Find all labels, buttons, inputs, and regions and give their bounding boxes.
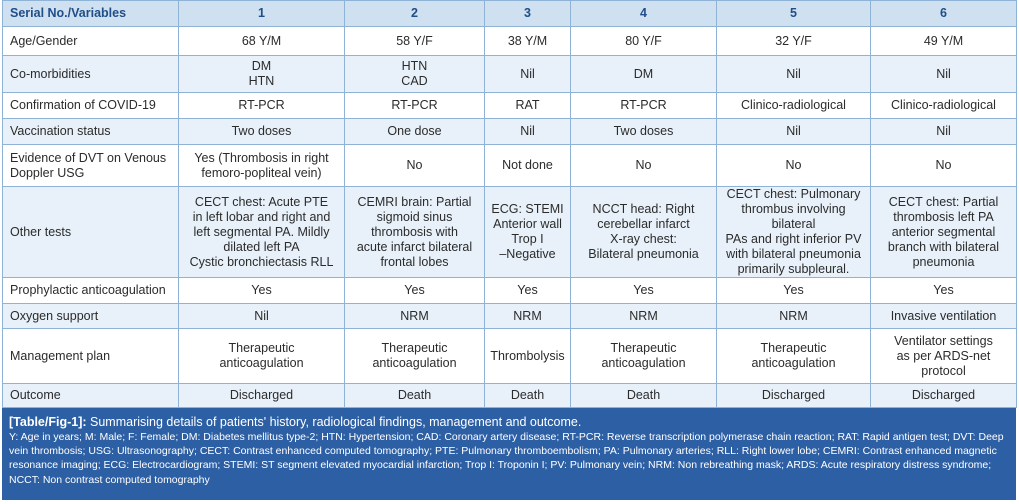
table-cell: Two doses (571, 119, 717, 145)
table-cell: Yes (717, 278, 871, 304)
table-cell: Nil (485, 56, 571, 93)
table-cell: Clinico-radiological (717, 93, 871, 119)
header-patient-1: 1 (179, 1, 345, 27)
table-cell: No (717, 145, 871, 187)
table-cell: Clinico-radiological (871, 93, 1017, 119)
table-cell: CEMRI brain: Partial sigmoid sinus thrombosis with acute infarct bilateral frontal lobes (345, 187, 485, 278)
table-cell: Nil (871, 119, 1017, 145)
header-patient-4: 4 (571, 1, 717, 27)
table-cell: 38 Y/M (485, 27, 571, 56)
caption-abbreviations: Y: Age in years; M: Male; F: Female; DM: Diabetes mellitus type-2; HTN: Hypertension; CAD: Coronary artery disease; RT-PCR: Reverse transcription polymerase chain reaction; RAT: Rapid antigen test; DVT: Deep vein thrombosis; USG: Ultrasonography; CECT: Contrast enhanced computed tomography; PTE: Pulmonary thromboembolism; PA: Pulmonary arteries; RLL: Right lower lobe; CEMRI: Contrast enhanced magnetic resonance imaging; ECG: Electrocardiogram; STEMI: ST segment elevated myocardial infarction; Trop I: Troponin I; PV: Pulmonary vein; NRM: Non rebreathing mask; ARDS: Acute respiratory distress syndrome; NCCT: Non contrast computed tomography (9, 431, 1004, 486)
table-caption (2, 408, 1016, 500)
table-cell: HTN CAD (345, 56, 485, 93)
table-cell: RT-PCR (571, 93, 717, 119)
table-cell: Yes (Thrombosis in right femoro-popliteal vein) (179, 145, 345, 187)
patient-details-table (2, 0, 1017, 408)
table-row (3, 329, 1017, 384)
header-patient-3: 3 (485, 1, 571, 27)
row-label: Vaccination status (3, 119, 179, 145)
header-variables: Serial No./Variables (3, 1, 179, 27)
header-patient-2: 2 (345, 1, 485, 27)
caption-text: Summarising details of patients' history, radiological findings, management and outcome. (86, 415, 582, 429)
table-cell: 80 Y/F (571, 27, 717, 56)
table-cell: Two doses (179, 119, 345, 145)
table-cell: Yes (179, 278, 345, 304)
table-cell: CECT chest: Partial thrombosis left PA anterior segmental branch with bilateral pneumonia (871, 187, 1017, 278)
table-cell: CECT chest: Acute PTE in left lobar and right and left segmental PA. Mildly dilated left PA Cystic bronchiectasis RLL (179, 187, 345, 278)
table-cell: ECG: STEMI Anterior wall Trop I –Negative (485, 187, 571, 278)
table-cell: RAT (485, 93, 571, 119)
table-row (3, 187, 1017, 278)
table-cell: One dose (345, 119, 485, 145)
table-cell: RT-PCR (179, 93, 345, 119)
row-label: Oxygen support (3, 304, 179, 329)
row-label: Age/Gender (3, 27, 179, 56)
table-cell: Yes (871, 278, 1017, 304)
table-cell: Therapeutic anticoagulation (345, 329, 485, 384)
table-cell: 32 Y/F (717, 27, 871, 56)
table-cell: DM (571, 56, 717, 93)
table-cell: NRM (571, 304, 717, 329)
table-cell: Discharged (179, 384, 345, 408)
table-cell: Yes (485, 278, 571, 304)
row-label: Management plan (3, 329, 179, 384)
table-row (3, 145, 1017, 187)
table-row (3, 93, 1017, 119)
table-cell: Nil (871, 56, 1017, 93)
table-cell: DM HTN (179, 56, 345, 93)
row-label: Other tests (3, 187, 179, 278)
caption-tag: [Table/Fig-1]: (9, 415, 87, 429)
table-cell: No (345, 145, 485, 187)
table-cell: Therapeutic anticoagulation (717, 329, 871, 384)
table-cell: Yes (345, 278, 485, 304)
table-cell: No (571, 145, 717, 187)
row-label: Confirmation of COVID-19 (3, 93, 179, 119)
header-patient-5: 5 (717, 1, 871, 27)
row-label: Prophylactic anticoagulation (3, 278, 179, 304)
table-cell: 68 Y/M (179, 27, 345, 56)
row-label: Co-morbidities (3, 56, 179, 93)
table-cell: No (871, 145, 1017, 187)
table-cell: Nil (717, 119, 871, 145)
table-cell: Nil (485, 119, 571, 145)
table-cell: Discharged (871, 384, 1017, 408)
table-cell: Thrombolysis (485, 329, 571, 384)
table-cell: NRM (345, 304, 485, 329)
table-cell: Death (571, 384, 717, 408)
table-row (3, 304, 1017, 329)
table-row (3, 56, 1017, 93)
header-patient-6: 6 (871, 1, 1017, 27)
table-cell: Invasive ventilation (871, 304, 1017, 329)
table-cell: Discharged (717, 384, 871, 408)
table-cell: Ventilator settings as per ARDS-net protocol (871, 329, 1017, 384)
row-label: Evidence of DVT on Venous Doppler USG (3, 145, 179, 187)
table-cell: NRM (717, 304, 871, 329)
table-cell: Yes (571, 278, 717, 304)
caption-title (9, 414, 1009, 430)
table-cell: Not done (485, 145, 571, 187)
row-label: Outcome (3, 384, 179, 408)
table-row (3, 119, 1017, 145)
table-cell: Death (345, 384, 485, 408)
table-cell: NRM (485, 304, 571, 329)
table-row (3, 27, 1017, 56)
table-cell: 49 Y/M (871, 27, 1017, 56)
table-cell: Nil (179, 304, 345, 329)
table-cell: Therapeutic anticoagulation (571, 329, 717, 384)
table-cell: Death (485, 384, 571, 408)
table-cell: Therapeutic anticoagulation (179, 329, 345, 384)
table-cell: 58 Y/F (345, 27, 485, 56)
table-cell: NCCT head: Right cerebellar infarct X-ray chest: Bilateral pneumonia (571, 187, 717, 278)
table-cell: RT-PCR (345, 93, 485, 119)
table-cell: CECT chest: Pulmonary thrombus involving bilateral PAs and right inferior PV with bilateral pneumonia primarily subpleural. (717, 187, 871, 278)
table-row (3, 278, 1017, 304)
table-cell: Nil (717, 56, 871, 93)
table-header-row (3, 1, 1017, 27)
table-row (3, 384, 1017, 408)
